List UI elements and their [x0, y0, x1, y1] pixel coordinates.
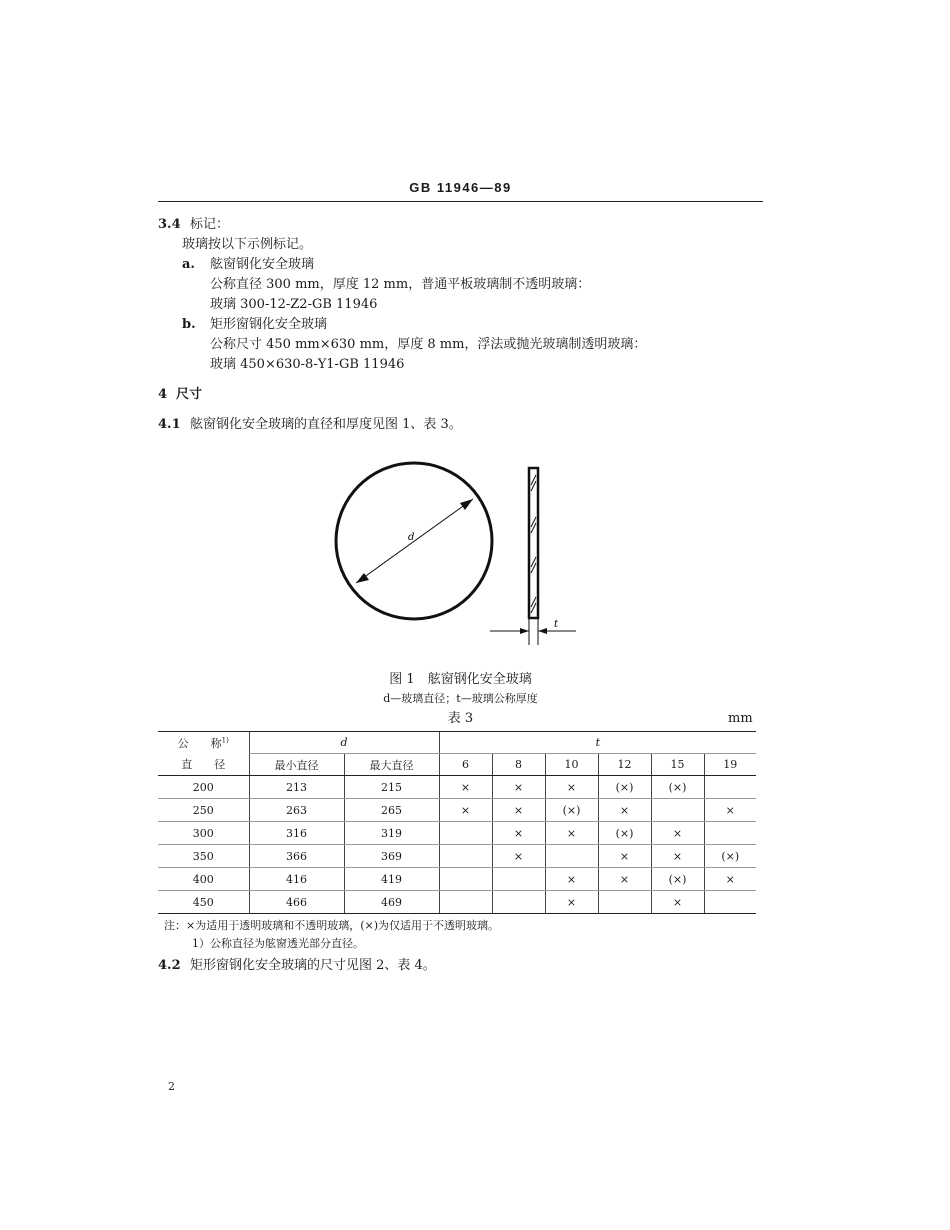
table-cell: × — [492, 776, 545, 799]
table-cell: 213 — [249, 776, 344, 799]
section-4-2-number: 4.2 — [158, 958, 181, 973]
table-3-unit: mm — [728, 711, 753, 726]
table-cell: (×) — [545, 799, 598, 822]
table-cell — [439, 822, 492, 845]
table-cell: × — [704, 799, 756, 822]
figure-1-caption: 图 1 舷窗钢化安全玻璃 — [389, 672, 532, 687]
table-note-2: 1）公称直径为舷窗透光部分直径。 — [192, 937, 364, 950]
table-cell — [492, 868, 545, 891]
header-t: t — [439, 732, 756, 754]
table-cell: × — [492, 822, 545, 845]
table-cell: × — [545, 822, 598, 845]
table-cell: × — [651, 845, 704, 868]
figure-1-legend: d—玻璃直径；t—玻璃公称厚度 — [383, 692, 538, 705]
table-cell: × — [704, 868, 756, 891]
table-row — [158, 868, 756, 891]
table-cell: 300 — [158, 822, 249, 845]
table-cell: (×) — [598, 822, 651, 845]
table-cell: × — [545, 776, 598, 799]
table-row — [158, 891, 756, 914]
table-row — [158, 799, 756, 822]
table-cell: × — [651, 822, 704, 845]
table-cell: (×) — [651, 776, 704, 799]
header-max-diameter: 最大直径 — [344, 754, 439, 776]
table-cell — [704, 776, 756, 799]
table-cell: × — [545, 868, 598, 891]
table-cell: 215 — [344, 776, 439, 799]
table-cell — [439, 868, 492, 891]
table-cell: (×) — [598, 776, 651, 799]
table-cell: × — [598, 799, 651, 822]
diameter-label: d — [408, 532, 415, 543]
table-cell: 265 — [344, 799, 439, 822]
header-thickness: 19 — [704, 754, 756, 776]
table-cell: 250 — [158, 799, 249, 822]
table-cell — [439, 845, 492, 868]
table-cell: 263 — [249, 799, 344, 822]
figure-1-drawing — [320, 455, 600, 655]
table-cell: (×) — [704, 845, 756, 868]
table-cell: × — [545, 891, 598, 914]
table-cell — [704, 891, 756, 914]
table-cell: 350 — [158, 845, 249, 868]
section-3-4-number: 3.4 — [158, 217, 181, 232]
standard-header: GB 11946—89 — [409, 180, 512, 195]
header-thickness: 6 — [439, 754, 492, 776]
table-cell: 466 — [249, 891, 344, 914]
table-cell — [439, 891, 492, 914]
section-3-4-intro: 玻璃按以下示例标记。 — [182, 237, 313, 252]
header-rule — [158, 201, 763, 202]
table-cell: 416 — [249, 868, 344, 891]
table-cell — [704, 822, 756, 845]
thickness-label: t — [554, 619, 559, 630]
table-cell: 469 — [344, 891, 439, 914]
header-d: d — [249, 732, 439, 754]
header-thickness: 15 — [651, 754, 704, 776]
item-a-letter: a. — [182, 257, 195, 272]
item-b-title: 矩形窗钢化安全玻璃 — [210, 317, 328, 332]
header-nominal-bottom: 直 径 — [158, 754, 249, 776]
table-cell: 419 — [344, 868, 439, 891]
table-cell — [651, 799, 704, 822]
table-cell: × — [439, 799, 492, 822]
item-b-desc: 公称尺寸 450 mm×630 mm，厚度 8 mm，浮法或抛光玻璃制透明玻璃： — [210, 337, 647, 352]
diameter-arrow-top — [460, 499, 473, 510]
header-nominal-top: 公 称$^{1)}$ — [158, 732, 249, 754]
table-cell — [598, 891, 651, 914]
page-number: 2 — [168, 1080, 175, 1093]
item-b-example: 玻璃 450×630-8-Y1-GB 11946 — [210, 357, 405, 372]
header-min-diameter: 最小直径 — [249, 754, 344, 776]
table-cell: × — [598, 845, 651, 868]
header-thickness: 10 — [545, 754, 598, 776]
table-row — [158, 822, 756, 845]
table-3 — [158, 731, 756, 914]
table-cell: 369 — [344, 845, 439, 868]
header-thickness: 8 — [492, 754, 545, 776]
table-cell: × — [651, 891, 704, 914]
header-thickness: 12 — [598, 754, 651, 776]
section-4-2-text: 矩形窗钢化安全玻璃的尺寸见图 2、表 4。 — [190, 958, 436, 973]
table-row — [158, 845, 756, 868]
item-a-title: 舷窗钢化安全玻璃 — [210, 257, 315, 272]
table-cell: 366 — [249, 845, 344, 868]
table-row — [158, 776, 756, 799]
section-4-number: 4 — [158, 387, 168, 402]
section-3-4-title: 标记： — [190, 217, 230, 232]
table-cell: 450 — [158, 891, 249, 914]
section-4-title: 尺寸 — [176, 387, 203, 402]
table-cell: × — [439, 776, 492, 799]
table-cell — [545, 845, 598, 868]
table-cell: 200 — [158, 776, 249, 799]
item-b-letter: b. — [182, 317, 196, 332]
table-cell — [492, 891, 545, 914]
item-a-desc: 公称直径 300 mm，厚度 12 mm，普通平板玻璃制不透明玻璃： — [210, 277, 591, 292]
glass-section — [529, 468, 538, 618]
table-cell: 400 — [158, 868, 249, 891]
section-4-1-text: 舷窗钢化安全玻璃的直径和厚度见图 1、表 3。 — [190, 417, 462, 432]
table-cell: × — [598, 868, 651, 891]
table-note-1: 注：×为适用于透明玻璃和不透明玻璃，(×)为仅适用于不透明玻璃。 — [164, 919, 500, 932]
table-3-caption: 表 3 — [447, 711, 474, 726]
table-cell: (×) — [651, 868, 704, 891]
section-4-1-number: 4.1 — [158, 417, 181, 432]
diameter-line — [356, 499, 473, 583]
table-cell: × — [492, 845, 545, 868]
table-cell: 319 — [344, 822, 439, 845]
table-cell: × — [492, 799, 545, 822]
table-cell: 316 — [249, 822, 344, 845]
item-a-example: 玻璃 300-12-Z2-GB 11946 — [210, 297, 378, 312]
